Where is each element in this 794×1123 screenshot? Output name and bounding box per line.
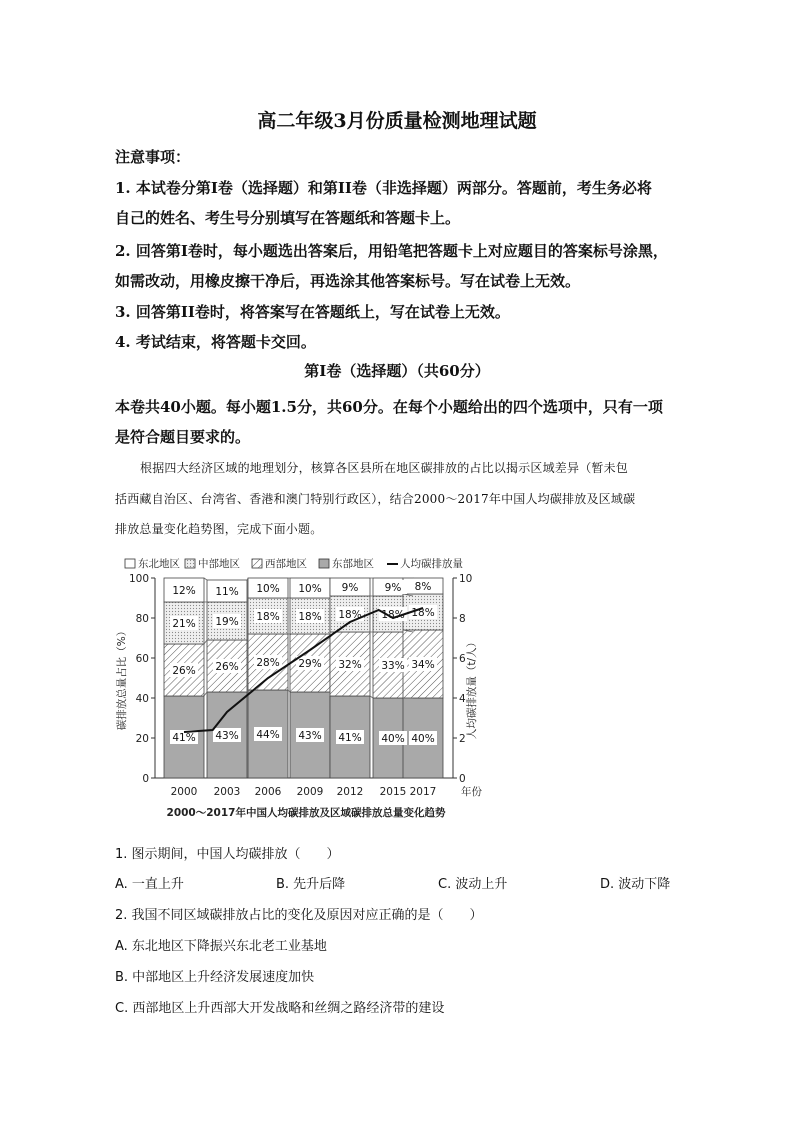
y-axis-title-left: 碳排放总量占比（%）	[116, 625, 128, 731]
y-tick-label-left: 60	[135, 653, 149, 665]
y-tick-label-right: 0	[459, 773, 466, 785]
x-tick-label: 2009	[296, 786, 324, 798]
notice-heading: 注意事项：	[115, 148, 191, 166]
data-label: 10%	[256, 583, 280, 595]
y-tick-label-left: 100	[128, 573, 149, 585]
data-label: 21%	[172, 618, 196, 630]
exam-title: 高二年级3月份质量检测地理试题	[257, 110, 537, 132]
x-tick-label: 2012	[336, 786, 364, 798]
x-tick-label: 2015	[379, 786, 407, 798]
notice-line: 自己的姓名、考生号分别填写在答题纸和答题卡上。	[115, 209, 461, 227]
data-label: 44%	[256, 729, 280, 741]
data-label: 32%	[338, 659, 362, 671]
y-axis-title-right: 人均碳排放量（t/人）	[466, 636, 478, 740]
data-label: 18%	[298, 611, 322, 623]
x-axis-unit: 年份	[461, 786, 482, 798]
context-line: 括西藏自治区、台湾省、香港和澳门特别行政区），结合2000～2017年中国人均碳排放及区域碳	[115, 492, 636, 506]
y-tick-label-left: 40	[135, 693, 149, 705]
data-label: 12%	[172, 585, 196, 597]
data-label: 18%	[338, 609, 362, 621]
bar-connector	[204, 578, 207, 580]
chart-title: 2000～2017年中国人均碳排放及区域碳排放总量变化趋势	[166, 807, 446, 819]
legend-label: 中部地区	[198, 558, 240, 570]
x-tick-label: 2017	[409, 786, 437, 798]
section-title: 第I卷（选择题）（共60分）	[304, 362, 490, 380]
notice-line: 如需改动，用橡皮擦干净后，再选涂其他答案标号。写在试卷上无效。	[115, 272, 581, 290]
bar-connector	[204, 692, 207, 696]
question-stem: 2. 我国不同区域碳排放占比的变化及原因对应正确的是（ ）	[115, 908, 483, 923]
y-tick-label-right: 8	[459, 613, 466, 625]
x-tick-label: 2000	[170, 786, 198, 798]
legend-label: 东部地区	[332, 558, 374, 570]
context-line: 排放总量变化趋势图，完成下面小题。	[115, 522, 323, 536]
legend-label: 东北地区	[138, 558, 180, 570]
data-label: 10%	[298, 583, 322, 595]
y-tick-label-left: 20	[135, 733, 149, 745]
notice-line: 3. 回答第II卷时，将答案写在答题纸上，写在试卷上无效。	[115, 303, 510, 321]
question-option: A. 东北地区下降振兴东北老工业基地	[115, 939, 327, 954]
section-desc: 是符合题目要求的。	[115, 428, 251, 446]
x-tick-label: 2003	[213, 786, 241, 798]
data-label: 40%	[411, 733, 435, 745]
bar-connector	[370, 696, 373, 698]
data-label: 33%	[381, 660, 405, 672]
question-option: B. 先升后降	[276, 877, 346, 892]
data-label: 8%	[414, 581, 432, 593]
bar-connector	[204, 640, 207, 644]
data-label: 9%	[384, 582, 402, 594]
data-label: 26%	[172, 665, 196, 677]
data-label: 41%	[338, 732, 362, 744]
y-tick-label-left: 80	[135, 613, 149, 625]
data-label: 43%	[298, 730, 322, 742]
question-option: A. 一直上升	[115, 877, 184, 892]
data-label: 11%	[215, 586, 239, 598]
chart-legend	[125, 557, 463, 570]
legend-swatch	[252, 559, 262, 568]
y-tick-label-right: 2	[459, 733, 466, 745]
stacked-bar-chart	[0, 550, 794, 840]
data-label: 40%	[381, 733, 405, 745]
y-tick-label-right: 10	[459, 573, 473, 585]
data-label: 26%	[215, 661, 239, 673]
y-tick-label-right: 6	[459, 653, 466, 665]
data-label: 29%	[298, 658, 322, 670]
notice-line: 4. 考试结束，将答题卡交回。	[115, 333, 316, 351]
legend-swatch	[185, 559, 195, 568]
section-desc: 本卷共40小题。每小题1.5分，共60分。在每个小题给出的四个选项中，只有一项	[115, 398, 663, 416]
notice-line: 1. 本试卷分第I卷（选择题）和第II卷（非选择题）两部分。答题前，考生务必将	[115, 179, 652, 197]
context-line: 根据四大经济区域的地理划分，核算各区县所在地区碳排放的占比以揭示区域差异（暂未包	[140, 461, 629, 475]
data-label: 41%	[172, 732, 196, 744]
question-option: D. 波动下降	[600, 877, 671, 892]
legend-label: 人均碳排放量	[400, 558, 463, 570]
data-label: 43%	[215, 730, 239, 742]
data-label: 34%	[411, 659, 435, 671]
y-tick-label-left: 0	[142, 773, 149, 785]
question-option: C. 西部地区上升西部大开发战略和丝绸之路经济带的建设	[115, 1001, 445, 1016]
x-tick-label: 2006	[254, 786, 282, 798]
question-option: C. 波动上升	[438, 877, 508, 892]
data-label: 28%	[256, 657, 280, 669]
legend-label: 西部地区	[265, 558, 307, 570]
data-label: 19%	[215, 616, 239, 628]
notice-line: 2. 回答第I卷时，每小题选出答案后，用铅笔把答题卡上对应题目的答案标号涂黑，	[115, 242, 668, 260]
data-label: 9%	[341, 582, 359, 594]
y-tick-label-right: 4	[459, 693, 466, 705]
legend-swatch	[125, 559, 135, 568]
legend-swatch	[319, 559, 329, 568]
question-option: B. 中部地区上升经济发展速度加快	[115, 970, 315, 985]
question-stem: 1. 图示期间，中国人均碳排放（ ）	[115, 847, 340, 862]
data-label: 18%	[411, 607, 435, 619]
data-label: 18%	[381, 609, 405, 621]
data-label: 18%	[256, 611, 280, 623]
